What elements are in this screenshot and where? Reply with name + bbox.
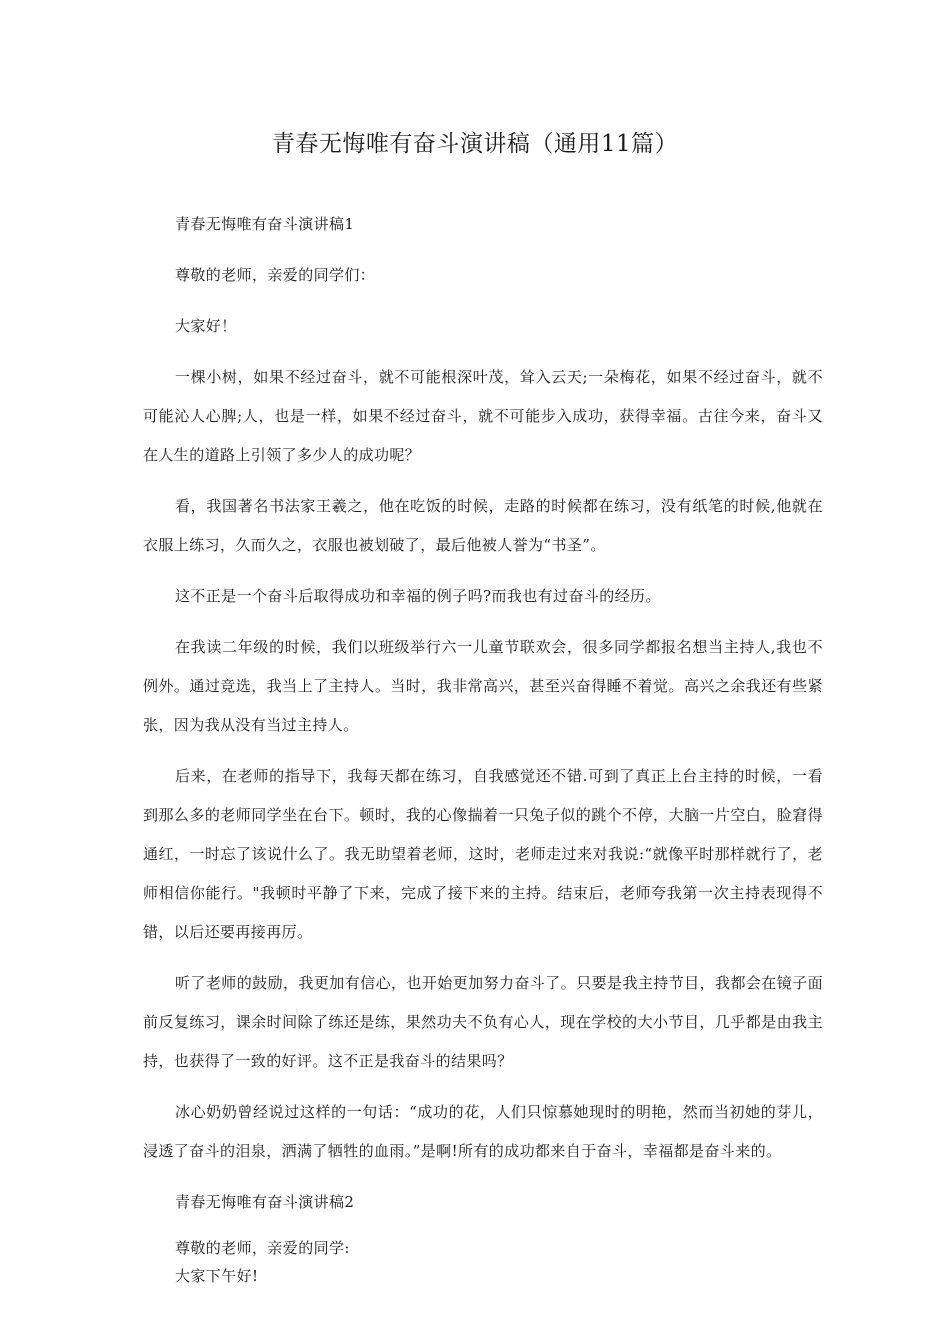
body-paragraph: 在我读二年级的时候，我们以班级举行六一儿童节联欢会，很多同学都报名想当主持人,我也不例外。通过竞选，我当上了主持人。当时，我非常高兴，甚至兴奋得睡不着觉。高兴之余我还有些紧张，因为我从没有当过主持人。: [143, 638, 823, 734]
section-heading-1: 青春无悔唯有奋斗演讲稿1: [175, 215, 355, 233]
body-paragraph: 一棵小树，如果不经过奋斗，就不可能根深叶茂，耸入云天;一朵梅花，如果不经过奋斗，就不可能沁人心脾;人，也是一样，如果不经过奋斗，就不可能步入成功，获得幸福。古往今来，奋斗又在人生的道路上引领了多少人的成功呢？: [143, 368, 823, 464]
body-paragraph: 这不正是一个奋斗后取得成功和幸福的例子吗?而我也有过奋斗的经历。: [175, 587, 661, 605]
salutation-paragraph-2: 尊敬的老师，亲爱的同学:: [175, 1239, 350, 1257]
body-paragraph: 冰心奶奶曾经说过这样的一句话：“成功的花，人们只惊慕她现时的明艳，然而当初她的芽儿，浸透了奋斗的泪泉，洒满了牺牲的血雨。”是啊!所有的成功都来自于奋斗，幸福都是奋斗来的。: [143, 1103, 823, 1160]
document-title: 青春无悔唯有奋斗演讲稿（通用11篇）: [271, 131, 679, 157]
document-body: [143, 205, 823, 1290]
body-paragraph: 看，我国著名书法家王羲之，他在吃饭的时候，走路的时候都在练习，没有纸笔的时候,他就在衣服上练习，久而久之，衣服也被划破了，最后他被人誉为“书圣”。: [143, 497, 823, 554]
salutation-paragraph: 尊敬的老师，亲爱的同学们：: [175, 266, 376, 284]
greeting-paragraph-2: 大家下午好!: [175, 1267, 259, 1285]
section-heading-2: 青春无悔唯有奋斗演讲稿2: [175, 1193, 355, 1211]
body-paragraph: 听了老师的鼓励，我更加有信心，也开始更加努力奋斗了。只要是我主持节目，我都会在镜子面前反复练习，课余时间除了练还是练，果然功夫不负有心人，现在学校的大小节目，几乎都是由我主持，也获得了一致的好评。这不正是我奋斗的结果吗？: [143, 974, 823, 1070]
greeting-paragraph: 大家好！: [175, 317, 237, 335]
body-paragraph: 后来，在老师的指导下，我每天都在练习，自我感觉还不错.可到了真正上台主持的时候，一看到那么多的老师同学坐在台下。顿时，我的心像揣着一只兔子似的跳个不停，大脑一片空白，脸窘得通红，一时忘了该说什么了。我无助望着老师，这时，老师走过来对我说:“就像平时那样就行了，老师相信你能行。"我顿时平静了下来，完成了接下来的主持。结束后，老师夸我第一次主持表现得不错，以后还要再接再厉。: [143, 767, 823, 941]
